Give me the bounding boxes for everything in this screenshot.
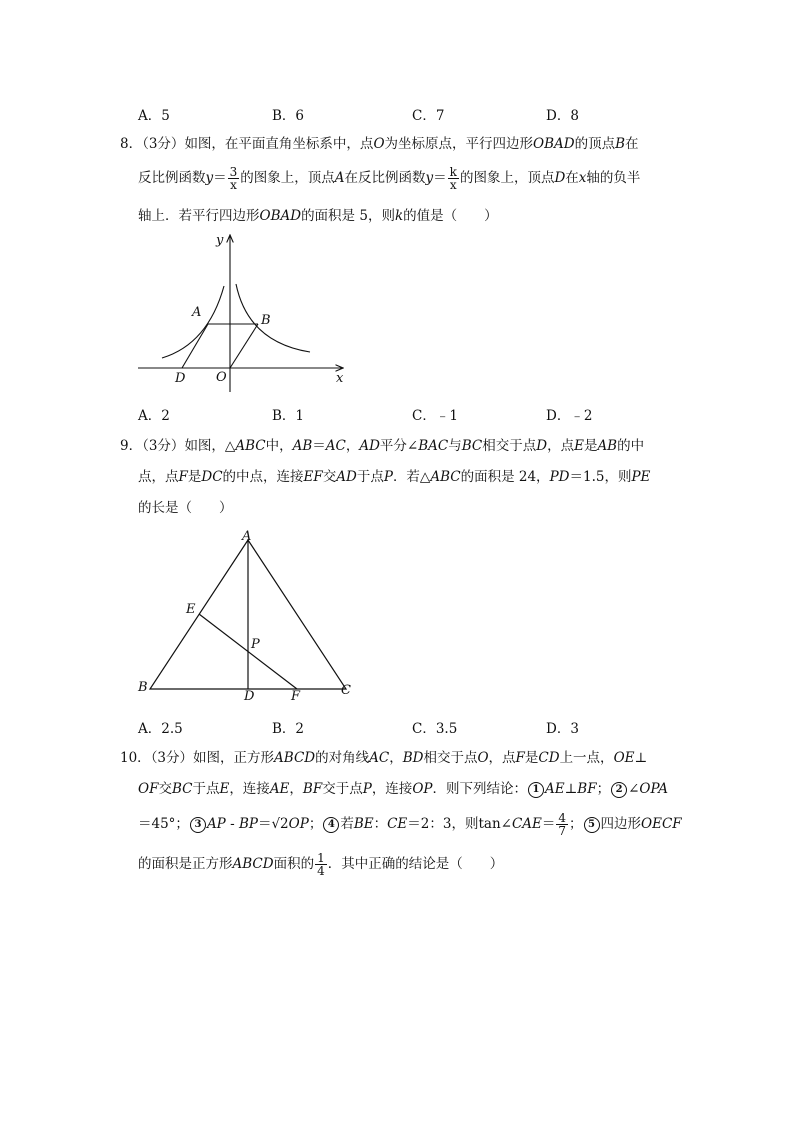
label-y: y	[216, 233, 224, 248]
q10-line-1: 10．（3分）如图，正方形ABCD的对角线AC，BD相交于点O，点F是CD上一点，OE⊥	[120, 750, 648, 766]
q9-option-b: B．2	[272, 721, 305, 737]
label-f: F	[291, 689, 301, 702]
label-b: B	[138, 680, 148, 695]
label-a: A	[192, 305, 202, 320]
circled-5: 5	[584, 817, 600, 833]
label-b: B	[261, 313, 271, 328]
q9-line-1: 9．（3分）如图，△ABC中，AB＝AC，AD平分∠BAC与BC相交于点D，点E是AB的中	[120, 438, 645, 454]
label-x: x	[336, 371, 344, 386]
q9-option-a: A．2.5	[138, 721, 183, 737]
q8-option-a: A．2	[138, 408, 170, 424]
q10-line-3: ＝45°； 3 AP - BP＝√2OP； 4 若BE：CE＝2：3，则tan∠CAE＝ $\frac{4}{7}$ ； 5 四边形OECF	[138, 811, 682, 838]
q7-option-b: B．6	[272, 108, 305, 124]
fraction-1-over-4: $\frac{1}{4}$	[317, 851, 325, 878]
q8-line-3: 轴上．若平行四边形OBAD的面积是 5，则k的值是（ ）	[138, 208, 498, 224]
fraction-3-over-x: $\frac{3}{x}$	[229, 165, 238, 192]
q9-option-c: C．3.5	[412, 721, 458, 737]
circled-3: 3	[190, 817, 206, 833]
fraction-4-over-7: $\frac{4}{7}$	[558, 811, 567, 838]
circled-2: 2	[611, 782, 627, 798]
q9-option-d: D．3	[546, 721, 579, 737]
circled-4: 4	[323, 817, 339, 833]
label-a: A	[242, 529, 252, 544]
q7-option-d: D．8	[546, 108, 579, 124]
q9-number: 9．	[120, 438, 143, 454]
label-d: D	[175, 371, 186, 386]
label-c: C	[341, 683, 351, 698]
q10-line-2: OF交BC于点E，连接AE，BF交于点P，连接OP．则下列结论： 1 AE⊥BF； 2 ∠OPA	[138, 781, 669, 797]
q9-line-2: 点，点F是DC的中点，连接EF交AD于点P．若△ABC的面积是 24，PD＝1.5，则PE	[138, 469, 651, 485]
q8-line-2: 反比例函数y＝ $\frac{3}{x}$ 的图象上，顶点A在反比例函数y＝ $\frac{k}{x}$ 的图象上，顶点D在x轴的负半	[138, 165, 641, 192]
q7-option-c: C．7	[412, 108, 445, 124]
fraction-k-over-x: $\frac{k}{x}$	[449, 165, 457, 192]
label-p: P	[251, 637, 260, 652]
q8-option-b: B．1	[272, 408, 305, 424]
q9-figure	[130, 526, 370, 702]
q8-line-1: 8．（3分）如图，在平面直角坐标系中，点O为坐标原点，平行四边形OBAD的顶点B在	[120, 136, 639, 152]
q8-number: 8．	[120, 136, 143, 152]
q8-option-c: C．﹣1	[412, 408, 458, 424]
label-o: O	[216, 370, 227, 385]
circled-1: 1	[528, 782, 544, 798]
sqrt-2: √2	[271, 816, 289, 832]
q8-option-d: D．﹣2	[546, 408, 593, 424]
q10-number: 10．	[120, 750, 151, 766]
q10-line-4: 的面积是正方形ABCD面积的 $\frac{1}{4}$ ．其中正确的结论是（ ）	[138, 851, 504, 878]
label-e: E	[186, 602, 196, 617]
curve-left	[162, 286, 224, 358]
q9-line-3: 的长是（ ）	[138, 500, 233, 516]
q7-option-a: A．5	[138, 108, 170, 124]
segment-bo	[230, 324, 258, 368]
label-d: D	[244, 689, 255, 702]
q8-figure	[130, 226, 360, 396]
